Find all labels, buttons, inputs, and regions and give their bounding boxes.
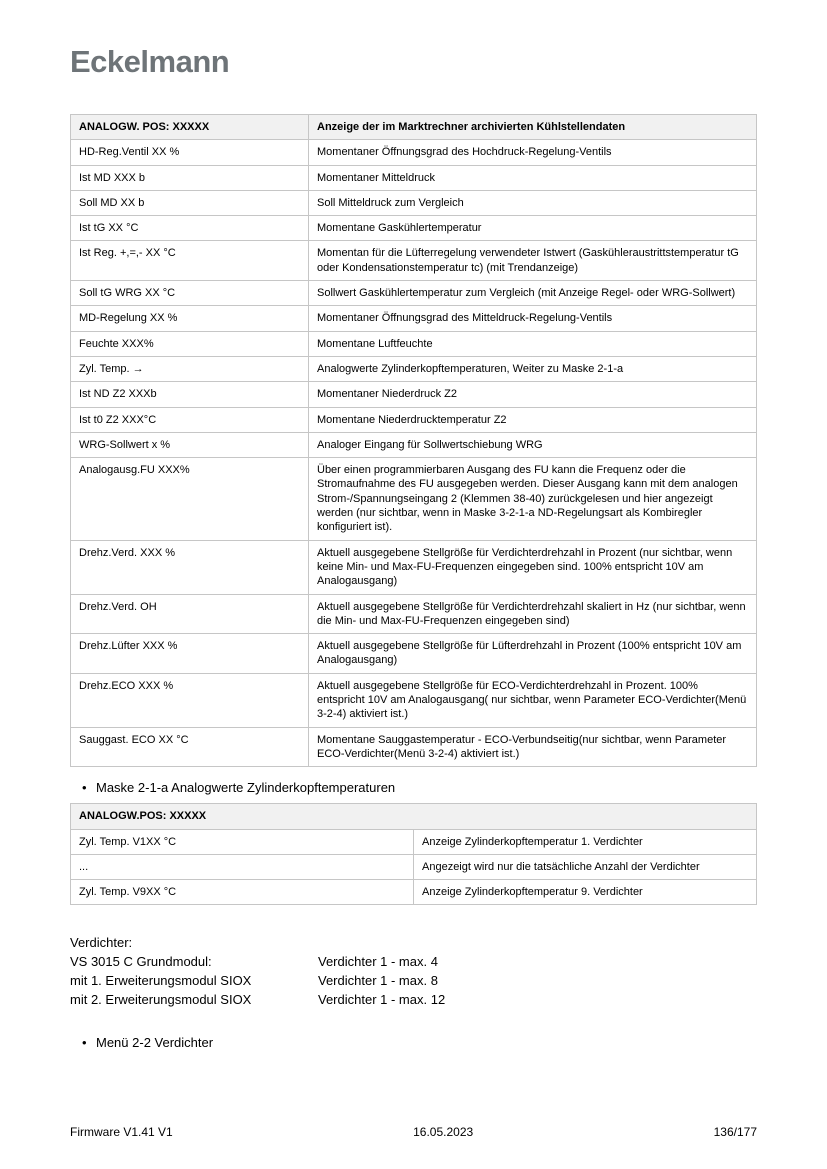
row-label-cell: MD-Regelung XX % <box>71 306 309 331</box>
bullet-menu-2-2 <box>82 1035 757 1050</box>
bullet-text: Menü 2-2 Verdichter <box>96 1035 214 1051</box>
row-label-cell: Zyl. Temp. → <box>71 356 309 381</box>
row-label-cell: Drehz.Lüfter XXX % <box>71 634 309 674</box>
row-label-cell: Ist MD XXX b <box>71 165 309 190</box>
table-row <box>71 727 757 767</box>
verdichter-line-left: mit 1. Erweiterungsmodul SIOX <box>70 973 252 989</box>
row-label-cell: HD-Reg.Ventil XX % <box>71 140 309 165</box>
footer-firmware-version: Firmware V1.41 V1 <box>70 1125 173 1139</box>
footer-date: 16.05.2023 <box>413 1125 474 1139</box>
bullet-marker: • <box>82 1035 87 1051</box>
row-label-cell: Feuchte XXX% <box>71 331 309 356</box>
row-label-cell: WRG-Sollwert x % <box>71 432 309 457</box>
row-label-cell: Ist tG XX °C <box>71 216 309 241</box>
verdichter-title: Verdichter: <box>70 935 133 951</box>
row-desc-cell: Über einen programmierbaren Ausgang des FU kann die Frequenz oder die Stromaufnahme des FU ausgegeben werden. Dieser Ausgang kann mit dem analogen Strom-/Spannungseingang 2 (Klemmen 38-40) zurückgelesen und hier angezeigt werden (nur sichtbar, wenn in Maske 3-2-1-a ND-Regelungsart als Kombiregler konfiguriert ist). <box>309 458 757 540</box>
table-row <box>71 331 757 356</box>
eckelmann-logo: Eckelmann <box>70 44 230 79</box>
verdichter-block <box>70 933 757 1009</box>
verdichter-line <box>70 990 757 1009</box>
row-label-cell: Ist Reg. +,=,- XX °C <box>71 241 309 281</box>
table-row <box>71 594 757 634</box>
bullet-text: Maske 2-1-a Analogwerte Zylinderkopftemperaturen <box>96 780 396 796</box>
row-label-cell: Analogausg.FU XXX% <box>71 458 309 540</box>
verdichter-line <box>70 952 757 971</box>
row-label-cell: Drehz.ECO XXX % <box>71 673 309 727</box>
table-row <box>71 854 757 879</box>
verdichter-line-right: Verdichter 1 - max. 12 <box>318 992 446 1008</box>
row-label-cell: ... <box>71 854 414 879</box>
row-desc-cell: Aktuell ausgegebene Stellgröße für Lüfterdrehzahl in Prozent (100% entspricht 10V am Analogausgang) <box>309 634 757 674</box>
table-row <box>71 382 757 407</box>
page-footer <box>70 1125 757 1139</box>
table-row <box>71 634 757 674</box>
row-desc-cell: Momentaner Mitteldruck <box>309 165 757 190</box>
row-desc-cell: Soll Mitteldruck zum Vergleich <box>309 190 757 215</box>
table-row <box>71 216 757 241</box>
footer-page-number: 136/177 <box>713 1125 757 1139</box>
table-header-row <box>71 115 757 140</box>
table-row <box>71 880 757 905</box>
row-desc-cell: Momentan für die Lüfterregelung verwendeter Istwert (Gaskühleraustrittstemperatur tG oder Kondensationstemperatur tc) (mit Trendanzeige) <box>309 241 757 281</box>
zylinderkopf-table <box>70 803 757 905</box>
row-desc-cell: Sollwert Gaskühlertemperatur zum Vergleich (mit Anzeige Regel- oder WRG-Sollwert) <box>309 281 757 306</box>
row-desc-cell: Analogwerte Zylinderkopftemperaturen, Weiter zu Maske 2-1-a <box>309 356 757 381</box>
verdichter-line-left: VS 3015 C Grundmodul: <box>70 954 212 970</box>
verdichter-line-right: Verdichter 1 - max. 8 <box>318 973 438 989</box>
table-row <box>71 673 757 727</box>
table-row <box>71 140 757 165</box>
row-desc-cell: Momentane Niederdrucktemperatur Z2 <box>309 407 757 432</box>
table-row <box>71 190 757 215</box>
row-desc-cell: Angezeigt wird nur die tatsächliche Anzahl der Verdichter <box>414 854 757 879</box>
table-row <box>71 281 757 306</box>
row-desc-cell: Momentaner Niederdruck Z2 <box>309 382 757 407</box>
table-row <box>71 407 757 432</box>
row-desc-cell: Momentane Sauggastemperatur - ECO-Verbundseitig(nur sichtbar, wenn Parameter ECO-Verdichter(Menü 3-2-4) aktiviert ist.) <box>309 727 757 767</box>
row-desc-cell: Analoger Eingang für Sollwertschiebung WRG <box>309 432 757 457</box>
row-label-cell: Zyl. Temp. V1XX °C <box>71 829 414 854</box>
row-desc-cell: Momentane Gaskühlertemperatur <box>309 216 757 241</box>
analog-values-table <box>70 114 757 767</box>
table-row <box>71 306 757 331</box>
table-row <box>71 540 757 594</box>
row-label-cell: Soll MD XX b <box>71 190 309 215</box>
bullet-maske-2-1-a <box>82 780 757 795</box>
row-label-cell: Ist ND Z2 XXXb <box>71 382 309 407</box>
table-row <box>71 241 757 281</box>
row-desc-cell: Momentaner Öffnungsgrad des Hochdruck-Regelung-Ventils <box>309 140 757 165</box>
row-desc-cell: Aktuell ausgegebene Stellgröße für Verdichterdrehzahl in Prozent (nur sichtbar, wenn keine Min- und Max-FU-Frequenzen eingegeben sind. 100% entspricht 10V am Analogausgang) <box>309 540 757 594</box>
row-label-cell: Sauggast. ECO XX °C <box>71 727 309 767</box>
row-desc-cell: Anzeige Zylinderkopftemperatur 9. Verdichter <box>414 880 757 905</box>
table-row <box>71 458 757 540</box>
row-label-cell: Drehz.Verd. OH <box>71 594 309 634</box>
row-desc-cell: Aktuell ausgegebene Stellgröße für ECO-Verdichterdrehzahl in Prozent. 100% entspricht 10V am Analogausgang( nur sichtbar, wenn Parameter ECO-Verdichter(Menü 3-2-4) aktiviert ist.) <box>309 673 757 727</box>
table1-header-col2: Anzeige der im Marktrechner archivierten Kühlstellendaten <box>309 115 757 140</box>
table-row <box>71 165 757 190</box>
row-desc-cell: Momentane Luftfeuchte <box>309 331 757 356</box>
verdichter-line-left: mit 2. Erweiterungsmodul SIOX <box>70 992 252 1008</box>
row-label-cell: Zyl. Temp. V9XX °C <box>71 880 414 905</box>
row-label-cell: Drehz.Verd. XXX % <box>71 540 309 594</box>
row-label-cell: Ist t0 Z2 XXX°C <box>71 407 309 432</box>
table2-header: ANALOGW.POS: XXXXX <box>71 804 757 829</box>
table-row <box>71 829 757 854</box>
bullet-marker: • <box>82 780 87 796</box>
table-header-row <box>71 804 757 829</box>
row-desc-cell: Momentaner Öffnungsgrad des Mitteldruck-Regelung-Ventils <box>309 306 757 331</box>
row-desc-cell: Anzeige Zylinderkopftemperatur 1. Verdichter <box>414 829 757 854</box>
table-row <box>71 356 757 381</box>
verdichter-line <box>70 971 757 990</box>
table1-header-col1: ANALOGW. POS: XXXXX <box>71 115 309 140</box>
row-label-cell: Soll tG WRG XX °C <box>71 281 309 306</box>
row-desc-cell: Aktuell ausgegebene Stellgröße für Verdichterdrehzahl skaliert in Hz (nur sichtbar, wenn die Min- und Max-FU-Frequenzen eingegeben sind) <box>309 594 757 634</box>
table-row <box>71 432 757 457</box>
verdichter-line-right: Verdichter 1 - max. 4 <box>318 954 438 970</box>
